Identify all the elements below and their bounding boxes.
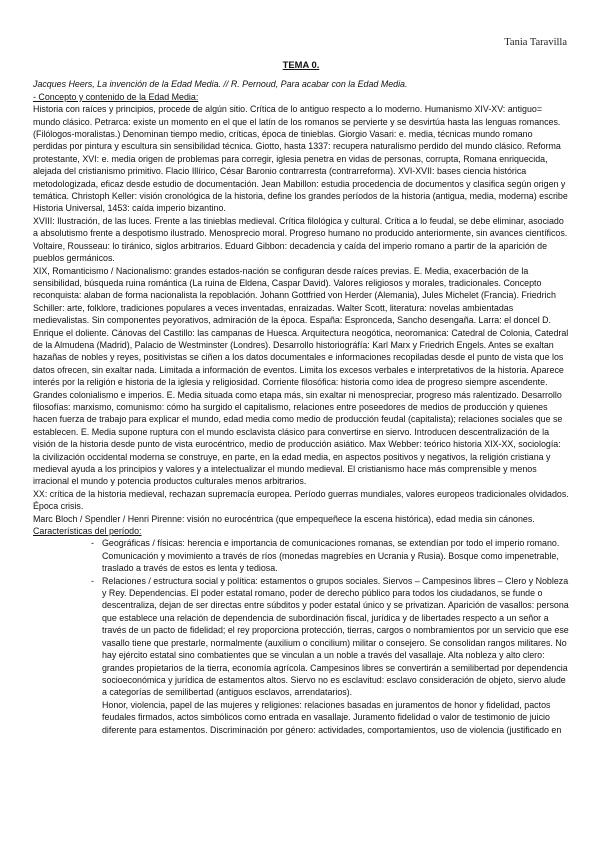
section-heading-characteristics: Características del período:	[33, 526, 142, 537]
references: Jacques Heers, La invención de la Edad Media. // R. Pernoud, Para acabar con la Edad Media.	[33, 79, 408, 90]
characteristics-list	[33, 537, 569, 698]
document-body	[33, 59, 569, 736]
section-heading-concept: - Concepto y contenido de la Edad Media:	[33, 91, 199, 102]
author-name: Tania Taravilla	[504, 37, 567, 48]
paragraph-romanticism: XIX, Romanticismo / Nacionalismo: grandes estados-nación se configuran desde raíces previas. E. Media, exacerbación de la sensibilidad, búsqueda ruina romántica (La ruina de Eldena, Caspar David). Valores religiosos y morales, tradicionales. Concepto reconquista: alaban de forma nacionalista la repoblación. Johann Gottfried von Herder (Alemania), Jules Michelet (Francia). Friedrich Schiller: arte, folklore, tradiciones populares a veces inventadas, enraizadas. Walter Scott, literatura: novelas ambientadas medievalistas. Sin componentes peyorativos, admiración de la época. España: Espronceda, Sancho desengaña. Larra: el doncel D. Enrique el doliente. Cánovas del Castillo: las campanas de Huesca. Arquitectura neogótica, neoromanica: Catedral de Colonia, Catedral de la Almudena (Madrid), Palacio de Westminster (Londres). Desarrollo historiográfía: Karl Marx y Friedrich Engels. Antes se exaltan hazañas de nobles y reyes, positivistas se ciñen a los datos documentales e informaciones recopiladas desde el punto de vista que los datos ofrecen, sin exaltar nada. Limitada a información de eventos. Limita los excesos verbales e interpretativos de la historia. Aparece interés por la religión e historia de la iglesia y religiosidad. Corriente filosófica: historia como idea de progreso siempre ascendente. Grandes colonialismo e imperios. E. Media situada como etapa más, sin exaltar ni menospreciar, progreso más ralentizado. Desarrollo filosofías: marxismo, comunismo: cómo ha surgido el capitalismo, relaciones entre poseedores de medios de producción y quienes hacen fuerza de trabajo para explicar el mundo, edad media como medio de producción feudal (capitalista); relaciones sociales que se establecen. E. Media supone ruptura con el mundo esclavista clásico para convertirse en siervo. Introducen descentralización de la visión de la historia desde punto de vista eurocéntrico, medio de producción asiático. Max Webber: teórico historia XIX-XX, sociología: la civilización occidental moderna se construye, en parte, en la edad media, en aspectos positivos y negativos, la religión cristiana y medieval ayuda a los principios y valores y a intelectualizar el mundo medieval. El cristianismo hace más comprensible y menos irracional el mundo y potencia productos culturales menos arbitrarios.	[33, 265, 569, 487]
paragraph-twentieth-century: XX: crítica de la historia medieval, rechazan supremacía europea. Período guerras mundiales, valores europeos tradicionales olvidados. Época crisis.	[33, 488, 569, 512]
paragraph-enlightenment: XVIII: Ilustración, de las luces. Frente a las tinieblas medieval. Crítica filológica y cultural. Crítica a lo feudal, se debe eliminar, asociado a absolutismo frente a despotismo ilustrado. Menosprecio moral. Progreso humano no producido anteriormente, sin avances científicos. Voltaire, Rousseau: lo tiránico, siglos arbitrarios. Eduard Gibbon: decadencia y caída del imperio romano a partir de la aparición de pueblos germánicos.	[33, 215, 568, 264]
list-item-social-structure: - Relaciones / estructura social y política: estamentos o grupos sociales. Siervos – Campesinos libres – Clero y Nobleza y Rey. Dependencias. El poder estatal romano, poder de derecho público para todos los ciudadanos, se funde o descentraliza, dejan de ser directas entre súbditos y poder estatal único y se privatizan. Aparición de vasallos: persona que establece una relación de dependencia de subordinación fiscal, jurídica y de libertades respecto a un señor a través de un pacto de fidelidad; el rey proporciona protección, tierras, cargos o nombramientos por un servicio que ese vasallo tiene que prestarle, normalmente (auxilium o concilium) militar o consejero. Se consolidan rangos militares. No hay ejército estatal sino combatientes que se vinculan a un noble a través del vasallaje. Alta nobleza y alto clero: grandes propietarios de la tierra, economía agrícola. Campesinos libres se convertirán a semilibertad por dependencia socioeconómica y jurídica de estamentos altos. Siervo no es esclavitud: esclavo consideración de objeto, siervo alude a categorías de semilibertad (antiguos esclavos, arrendatarios).	[33, 575, 569, 699]
list-item-continuation: Honor, violencia, papel de las mujeres y religiones: relaciones basadas en juramentos de honor y fidelidad, pactos feudales firmados, actos simbólicos como entrada en vasallaje. Juramento fidelidad o valor de testimonio de juicio diferente para estamentos. Discriminación por género: actividades, comportamientos, uso de violencia (justificado en	[102, 699, 562, 735]
list-item-geographic: - Geográficas / físicas: herencia e importancia de comunicaciones romanas, se extendían por todo el imperio romano. Comunicación y movimiento a través de ríos (monedas magrebíes en Ucrania y Rusia). Bosque como impenetrable, traslado a través de estos es lenta y tediosa.	[33, 537, 569, 574]
document-title: TEMA 0.	[282, 59, 320, 70]
paragraph-bloch: Marc Bloch / Spendler / Henri Pirenne: visión no eurocéntrica (que empequeñece la escena histórica), edad media sin cánones.	[33, 513, 535, 524]
paragraph-humanism: Historia con raíces y principios, procede de algún sitio. Crítica de lo antiguo respecto a lo moderno. Humanismo XIV-XV: antiguo= mundo clásico. Petrarca: existe un momento en el que el latín de los romanos se pervierte y se desvirtúa hasta las lenguas romances. (Filólogos-moralistas.) Denominan tiempo medio, críticas, época de tinieblas. Giorgio Vasari: e. media, técnicas mundo romano perdidas por pintura y escultura sin sensibilidad técnica. Giotto, hasta 1337: recupera naturalismo perdido del mundo clásico. Reforma protestante, XVI: e. media origen de problemas para corregir, iglesia penetra en vidas de personas, corrupta, Romana enriquecida, alejada del cristianismo primitivo. Flacio Illírico, César Baronio contrarresta (contrarreforma). XVI-XVII: bases ciencia histórica metodologizada, eficaz desde estudio de documentación. Jean Mabillon: estudia procedencia de documentos y clasifica según origen y temática. Christoph Keller: visión cronológica de la historia, define los grandes períodos de la historia (antigua, media, moderna) escribe Historia Universal, 1453: caída imperio bizantino.	[33, 104, 568, 214]
